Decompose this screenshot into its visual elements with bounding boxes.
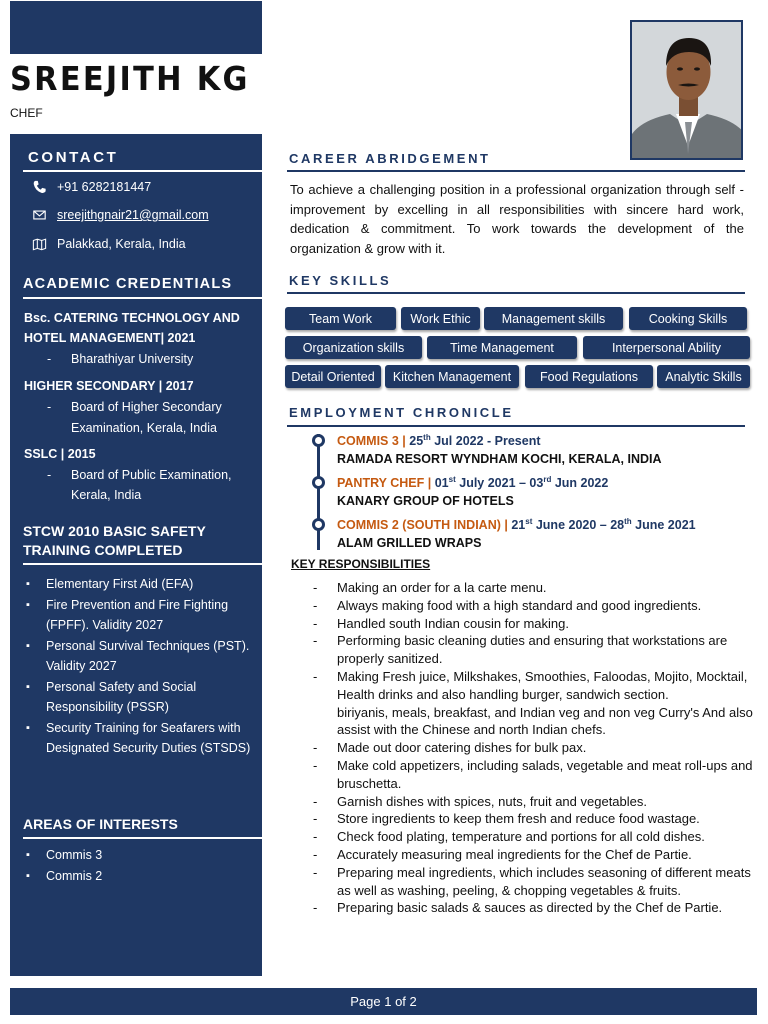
timeline-dot [312, 518, 325, 531]
sslc-board-1: - Board of Public Examination, [47, 468, 232, 482]
skill-badge: Cooking Skills [629, 307, 747, 330]
stcw-list [26, 574, 256, 759]
location-text: Palakkad, Kerala, India [57, 237, 186, 251]
job-title: PANTRY CHEF [337, 476, 425, 491]
responsibility-item: - Handled south Indian cousin for making. [313, 615, 569, 631]
interests-divider [23, 837, 262, 839]
career-divider [287, 170, 745, 172]
stcw-item: ▪ Fire Prevention and Fire Fighting (FPFF). Validity 2027 [26, 595, 256, 636]
responsibility-item: biriyanis, meals, breakfast, and Indian veg and non veg Curry's And also assist with the Chinese and north Indian chefs. [337, 704, 753, 738]
interests-heading: AREAS OF INTERESTS [23, 816, 178, 832]
employment-heading: EMPLOYMENT CHRONICLE [289, 405, 514, 420]
degree-title-1: Bsc. CATERING TECHNOLOGY AND [24, 311, 240, 325]
responsibility-item: - Performing basic cleaning duties and ensuring that workstations are properly sanitized. [313, 633, 728, 667]
skill-badge: Detail Oriented [285, 365, 381, 388]
skill-badge: Time Management [427, 336, 577, 359]
profile-photo [630, 20, 743, 160]
job-date: 25th Jul 2022 - Present [409, 433, 541, 449]
skill-badge: Work Ethic [401, 307, 480, 330]
job-date: 21st June 2020 – 28th June 2021 [511, 517, 696, 533]
sslc-title: SSLC | 2015 [24, 447, 96, 461]
sidebar: CONTACT +91 6282181447 sreejithgnair21@gmail.com Palakkad, Kerala, India ACADEMIC CREDENTIALS Bsc. CATERING TECHNOLOGY AND HOTEL MANAGEMENT| 2021 - Bharathiyar University HIGHER SECONDARY | 2017 - Board of Higher Secondary Examination, Kerala, India SSLC | 2015 - Board of Public Examination, Kerala, India STCW 2010 BASIC SAFETY TRAINING COMPLETED ▪ Elementary First Aid (EFA) ▪ Fire Prevention and Fire Fighting (FPFF). Validity 2027 ▪ Personal Survival Techniques (PST). Validity 2027 ▪ Personal Safety and Social Responsibility (PSSR) ▪ Security Training for Seafarers with Designated Security Duties (STSDS) AREAS OF INTERESTS ▪ Commis 3 ▪ Commis 2 [10, 134, 262, 976]
stcw-item: ▪ Personal Safety and Social Responsibility (PSSR) [26, 677, 256, 718]
degree-institution: - Bharathiyar University [47, 352, 194, 366]
contact-divider [23, 170, 262, 172]
skill-badge: Food Regulations [525, 365, 653, 388]
phone-icon [32, 180, 47, 194]
timeline-line [317, 434, 320, 550]
skill-badge: Kitchen Management [385, 365, 519, 388]
skill-badge: Management skills [484, 307, 623, 330]
map-icon [32, 237, 47, 251]
stcw-heading-2: TRAINING COMPLETED [23, 542, 183, 558]
academic-heading: ACADEMIC CREDENTIALS [23, 276, 233, 292]
skill-badge: Analytic Skills [657, 365, 750, 388]
timeline-dot [312, 476, 325, 489]
job-3-company: ALAM GRILLED WRAPS [337, 536, 482, 550]
interests-list [26, 845, 256, 886]
responsibility-item: - Preparing meal ingredients, which includes seasoning of different meats as well as washing, peeling, & chopping vegetables & fruits. [313, 864, 751, 898]
responsibility-item: - Make cold appetizers, including salads, vegetable and meat roll-ups and bruschetta. [313, 757, 753, 791]
stcw-item: ▪ Elementary First Aid (EFA) [26, 574, 256, 595]
job-title: COMMIS 3 [337, 434, 399, 449]
skill-badge: Team Work [285, 307, 396, 330]
responsibility-item: - Making an order for a la carte menu. [313, 580, 547, 595]
phone-number: +91 6282181447 [57, 180, 152, 194]
contact-phone[interactable] [32, 180, 151, 194]
stcw-heading-1: STCW 2010 BASIC SAFETY [23, 523, 206, 539]
job-1-company: RAMADA RESORT WYNDHAM KOCHI, KERALA, INDIA [337, 452, 662, 466]
job-title: COMMIS 2 (SOUTH INDIAN) [337, 518, 501, 533]
job-3-title-line: COMMIS 2 (SOUTH INDIAN) | 21st June 2020 – 28th June 2021 [337, 517, 696, 533]
responsibility-item: - Making Fresh juice, Milkshakes, Smoothies, Faloodas, Mojito, Mocktail, Health drinks and also handling burger, sandwich section. [313, 668, 748, 702]
header-bar [10, 1, 262, 54]
candidate-role: CHEF [10, 106, 43, 120]
interest-item: ▪ Commis 2 [26, 866, 256, 887]
skills-divider [287, 292, 745, 294]
employment-divider [287, 425, 745, 427]
stcw-item: ▪ Personal Survival Techniques (PST). Validity 2027 [26, 636, 256, 677]
degree-title-2: HOTEL MANAGEMENT| 2021 [24, 331, 196, 345]
contact-email[interactable] [32, 208, 209, 222]
contact-heading: CONTACT [28, 149, 119, 166]
responsibility-item: - Always making food with a high standard and good ingredients. [313, 597, 702, 613]
job-1-title-line: COMMIS 3 | 25th Jul 2022 - Present [337, 433, 541, 449]
responsibilities-list [313, 579, 753, 917]
responsibility-item: - Store ingredients to keep them fresh and reduce food wastage. [313, 811, 700, 827]
skill-badge: Interpersonal Ability [583, 336, 750, 359]
job-2-company: KANARY GROUP OF HOTELS [337, 494, 514, 508]
responsibility-item: - Preparing basic salads & sauces as directed by the Chef de Partie. [313, 900, 723, 916]
skill-badge: Organization skills [285, 336, 422, 359]
hs-title: HIGHER SECONDARY | 2017 [24, 379, 194, 393]
career-heading: CAREER ABRIDGEMENT [289, 151, 491, 166]
contact-location [32, 237, 186, 251]
responsibilities-heading: KEY RESPONSIBILITIES [291, 557, 431, 571]
job-2-title-line: PANTRY CHEF | 01st July 2021 – 03rd Jun 2022 [337, 475, 609, 491]
stcw-item: ▪ Security Training for Seafarers with Designated Security Duties (STSDS) [26, 718, 256, 759]
job-date: 01st July 2021 – 03rd Jun 2022 [434, 475, 609, 491]
stcw-divider [23, 563, 262, 565]
email-link[interactable]: sreejithgnair21@gmail.com [57, 208, 209, 222]
skills-heading: KEY SKILLS [289, 273, 392, 288]
responsibility-item: - Garnish dishes with spices, nuts, fruit and vegetables. [313, 793, 647, 809]
responsibility-item: - Check food plating, temperature and portions for all cold dishes. [313, 829, 705, 845]
interest-item: ▪ Commis 3 [26, 845, 256, 866]
envelope-icon [32, 208, 47, 222]
responsibility-item: - Accurately measuring meal ingredients for the Chef de Partie. [313, 846, 692, 862]
academic-divider [23, 297, 262, 299]
page-footer [10, 988, 757, 1015]
hs-board-1: - Board of Higher Secondary [47, 400, 222, 414]
timeline-dot [312, 434, 325, 447]
responsibility-item: - Made out door catering dishes for bulk pax. [313, 740, 587, 756]
career-objective: To achieve a challenging position in a professional organization through self - improvement by excelling in all responsibilities with sincere hard work, dedication & commitment. To work towards the development of the organization & grow with it. [290, 182, 744, 256]
page-number: Page 1 of 2 [350, 994, 417, 1009]
candidate-name: SREEJITH KG [10, 59, 250, 98]
